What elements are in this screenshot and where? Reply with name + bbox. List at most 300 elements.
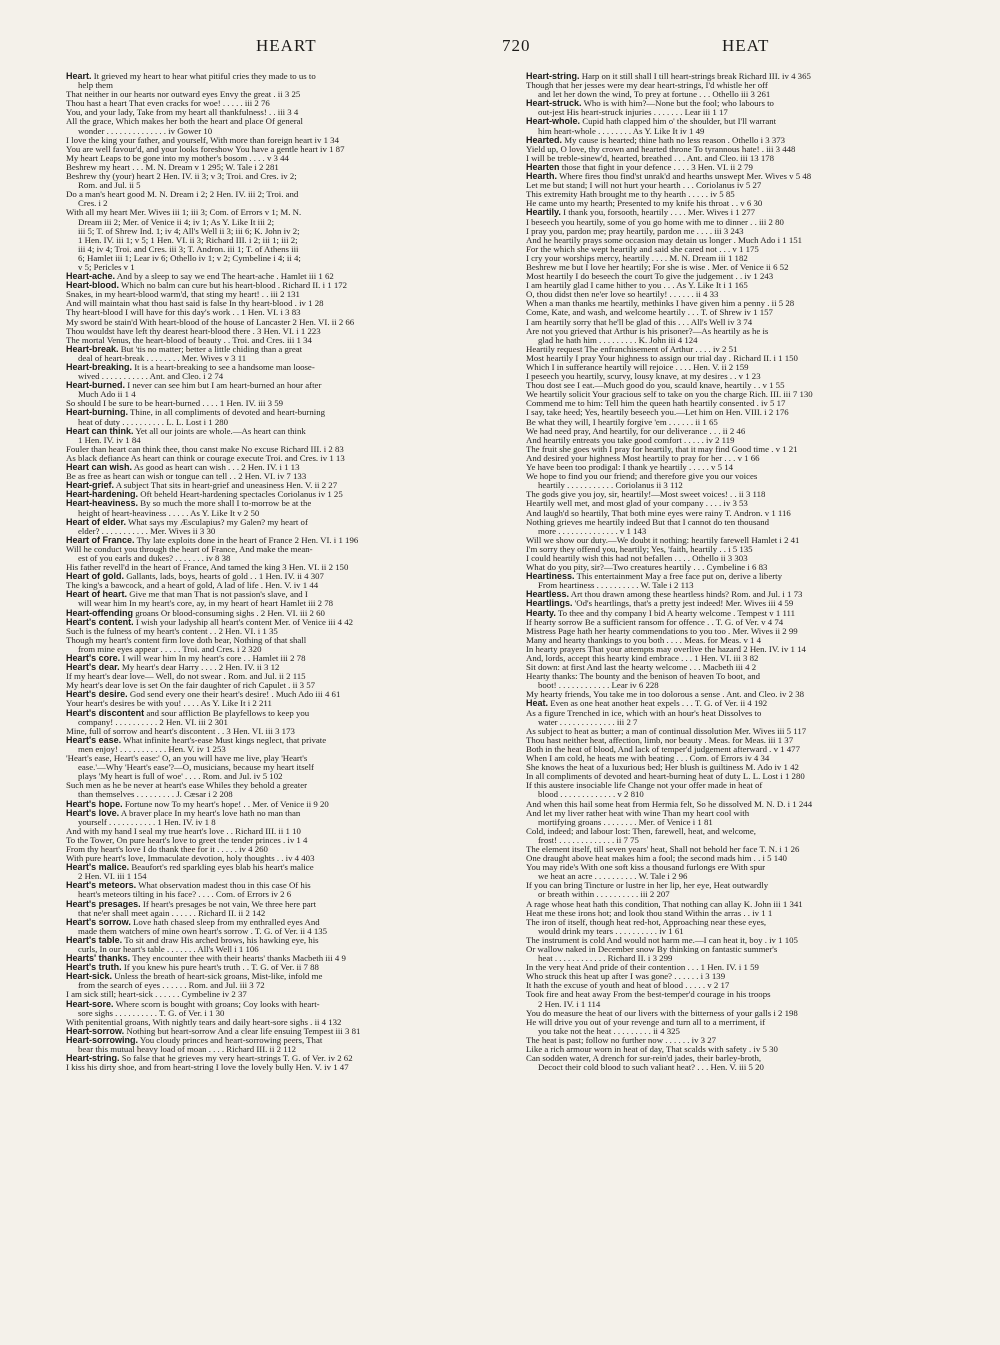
quotation-text: Hearty thanks: The bounty and the benison of heaven To boot, and xyxy=(526,672,761,682)
quotation-text: This entertainment May a free face put on, derive a liberty xyxy=(576,572,782,582)
headword: Heart-offending xyxy=(66,608,133,618)
entry-line xyxy=(526,172,981,181)
quotation-text: Your heart's desires be with you! . . . . As Y. Like It i 2 211 xyxy=(66,699,272,709)
entry-line xyxy=(526,854,981,863)
quotation-text: He came unto my hearth; Presented to my knife his throat . . v 6 30 xyxy=(526,199,763,209)
headword: Heart-struck. xyxy=(526,99,582,109)
entry-line xyxy=(66,236,521,245)
quotation-text: If you knew his pure heart's truth . . T. G. of Ver. ii 7 88 xyxy=(123,963,319,973)
quotation-text: This extremity Hath brought me to thy hearth . . . . . iv 5 85 xyxy=(526,190,735,200)
entry-line xyxy=(66,918,521,927)
entry-line xyxy=(66,754,521,763)
entry-line xyxy=(66,763,521,772)
quotation-text: If this austere insociable life Change not your offer made in heat of xyxy=(526,781,763,791)
entry-line xyxy=(526,554,981,563)
entry-line xyxy=(66,308,521,317)
entry-line xyxy=(66,727,521,736)
quotation-text: Though my heart's content firm love doth bear, Nothing of that shall xyxy=(66,635,307,645)
quotation-text: Be what they will, I heartily forgive 'em . . . . . . ii 1 65 xyxy=(526,417,718,427)
entry-line xyxy=(66,290,521,299)
quotation-text: Both in the heat of blood, And lack of temper'd judgement afterward . v 1 477 xyxy=(526,744,800,754)
entry-line xyxy=(526,399,981,408)
entry-line xyxy=(526,1027,981,1036)
quotation-text: When I am cold, he heats me with beating . . . Com. of Errors iv 4 34 xyxy=(526,754,770,764)
quotation-text: And desired your highness Most heartily to pray for her . . . v 1 66 xyxy=(526,453,760,463)
quotation-text: made them watchers of mine own heart's sorrow . T. G. of Ver. ii 4 135 xyxy=(78,926,328,936)
headword: Heart-sore. xyxy=(66,999,114,1009)
entry-line xyxy=(66,1045,521,1054)
quotation-text: One draught above heat makes him a fool; the second mads him . . i 5 140 xyxy=(526,854,787,864)
entry-line xyxy=(526,254,981,263)
entry-line xyxy=(526,108,981,117)
quotation-text: I beseech you heartily, some of you go home with me to dinner . . iii 2 80 xyxy=(526,217,784,227)
entry-line xyxy=(526,163,981,172)
entry-line xyxy=(526,863,981,872)
quotation-text: I thank you, forsooth, heartily . . . . Mer. Wives i 1 277 xyxy=(563,208,756,218)
entry-line xyxy=(66,609,521,618)
quotation-text: To thee and thy company I bid A hearty welcome . Tempest v 1 111 xyxy=(557,608,796,618)
entry-line xyxy=(526,136,981,145)
quotation-text: In hearty prayers That your attempts may overlive the hazard 2 Hen. IV. iv 1 14 xyxy=(526,644,806,654)
quotation-text: iii 5; T. of Shrew Ind. 1; iv 4; All's Well ii 3; iii 6; K. John iv 2; xyxy=(78,226,300,236)
quotation-text: I never can see him but I am heart-burned an hour after xyxy=(127,381,322,391)
headword: Heat. xyxy=(526,699,549,709)
entry-line xyxy=(526,818,981,827)
quotation-text: I will wear him In my heart's core . . Hamlet iii 2 78 xyxy=(122,654,306,663)
quotation-text: Cres. i 2 xyxy=(78,199,108,209)
entry-line xyxy=(66,345,521,354)
entry-line xyxy=(526,927,981,936)
quotation-text: I kiss his dirty shoe, and from heart-string I love the lovely bully Hen. V. iv 1 47 xyxy=(66,1063,349,1073)
quotation-text: Oft beheld Heart-hardening spectacles Coriolanus iv 1 25 xyxy=(140,490,343,500)
headword: Hearty. xyxy=(526,608,556,618)
headword: Heart's meteors. xyxy=(66,881,137,891)
entry-line xyxy=(66,599,521,608)
quotation-text: To sit and draw His arched brows, his hawking eye, his xyxy=(124,935,319,945)
quotation-text: What infinite heart's-ease Must kings neglect, that private xyxy=(123,735,327,745)
quotation-text: groans Or blood-consuming sighs . 2 Hen. VI. iii 2 60 xyxy=(135,608,325,618)
entry-line xyxy=(66,199,521,208)
quotation-text: Love hath chased sleep from my enthralled eyes And xyxy=(133,917,320,927)
headword: Heart. xyxy=(66,72,92,81)
entry-line xyxy=(526,872,981,881)
entry-line xyxy=(526,536,981,545)
quotation-text: wonder . . . . . . . . . . . . . . iv Gower 10 xyxy=(78,126,213,136)
quotation-text: The heat is past; follow no further now . . . . . . iv 3 27 xyxy=(526,1035,717,1045)
entry-line xyxy=(526,718,981,727)
entry-line xyxy=(66,445,521,454)
entry-line xyxy=(66,81,521,90)
quotation-text: As black defiance As heart can think or courage execute Troi. and Cres. iv 1 13 xyxy=(66,453,345,463)
quotation-text: Heartily request The enfranchisement of Arthur . . . . iv 2 51 xyxy=(526,344,738,354)
entry-line xyxy=(526,781,981,790)
quotation-text: wived . . . . . . . . . . . Ant. and Cleo. i 2 74 xyxy=(78,372,224,382)
entry-line xyxy=(526,1063,981,1072)
entry-line xyxy=(66,663,521,672)
headword: Hearth. xyxy=(526,172,558,182)
quotation-text: Fouler than heart can think thee, thou canst make No excuse Richard III. i 2 83 xyxy=(66,444,344,454)
quotation-text: plays 'My heart is full of woe' . . . . Rom. and Jul. iv 5 102 xyxy=(78,772,283,782)
entry-line xyxy=(526,117,981,126)
headword: Heartiness. xyxy=(526,572,575,582)
quotation-text: I am heartily sorry that he'll be glad of this . . . All's Well iv 3 74 xyxy=(526,317,753,327)
quotation-text: Many and hearty thankings to you both . . . . Meas. for Meas. v 1 4 xyxy=(526,635,762,645)
entry-line xyxy=(66,881,521,890)
quotation-text: He will drive you out of your revenge and turn all to a merriment, if xyxy=(526,1017,766,1027)
quotation-text: My heart Leaps to be gone into my mother's bosom . . . . v 3 44 xyxy=(66,153,289,163)
entry-line xyxy=(66,690,521,699)
entry-line xyxy=(66,254,521,263)
entry-line xyxy=(526,308,981,317)
quotation-text: Such men as he be never at heart's ease Whiles they behold a greater xyxy=(66,781,308,791)
quotation-text: As a figure Trenched in ice, which with an hour's heat Dissolves to xyxy=(526,708,762,718)
entry-line xyxy=(66,490,521,499)
entry-line xyxy=(66,408,521,417)
quotation-text: And heartily entreats you take good comfort . . . . . iv 2 119 xyxy=(526,435,735,445)
entry-line xyxy=(66,627,521,636)
entry-line xyxy=(66,527,521,536)
entry-line xyxy=(526,327,981,336)
entry-line xyxy=(66,372,521,381)
entry-line xyxy=(526,245,981,254)
quotation-text: Thou hast neither heat, affection, limb, nor beauty . Meas. for Meas. iii 1 37 xyxy=(526,735,794,745)
entry-line xyxy=(66,318,521,327)
entry-line xyxy=(66,900,521,909)
headword: Heart-ache. xyxy=(66,272,116,282)
quotation-text: 2 Hen. VI. iii 1 154 xyxy=(78,872,147,882)
headword: Hearten xyxy=(526,162,560,172)
entry-line xyxy=(526,281,981,290)
entry-line xyxy=(526,654,981,663)
quotation-text: bear this mutual heavy load of moan . . . . Richard III. ii 2 112 xyxy=(78,1045,297,1055)
quotation-text: 6; Hamlet iii 1; Lear iv 6; Othello iv 1; v 2; Cymbeline i 4; ii 4; xyxy=(78,253,301,263)
entry-line xyxy=(526,145,981,154)
entry-line xyxy=(526,590,981,599)
headword: Hearts' thanks. xyxy=(66,954,131,964)
entry-line xyxy=(526,736,981,745)
entry-line xyxy=(526,336,981,345)
quotation-text: from mine eyes appear . . . . . Troi. and Cres. i 2 320 xyxy=(78,644,262,654)
quotation-text: from the search of eyes . . . . . . Rom. and Jul. iii 3 72 xyxy=(78,981,265,991)
quotation-text: The gods give you joy, sir, heartily!—Most sweet voices! . . ii 3 118 xyxy=(526,490,766,500)
quotation-text: We had need pray, And heartily, for our deliverance . . . ii 2 46 xyxy=(526,426,746,436)
quotation-text: You, and your lady, Take from my heart all thankfulness! . . iii 3 4 xyxy=(66,108,299,118)
entry-line xyxy=(66,272,521,281)
quotation-text: Ye have been too prodigal: I thank ye heartily . . . . . v 5 14 xyxy=(526,463,734,473)
entry-line xyxy=(526,518,981,527)
entry-line xyxy=(526,609,981,618)
quotation-text: My heart's dear Harry . . . . 2 Hen. IV. ii 3 12 xyxy=(121,663,280,673)
entry-line xyxy=(526,1000,981,1009)
entry-line xyxy=(66,581,521,590)
quotation-text: We heartily solicit Your gracious self to take on you the charge Rich. III. iii 7 130 xyxy=(526,390,813,400)
entry-line xyxy=(66,390,521,399)
quotation-text: What observation madest thou in this case Of his xyxy=(138,881,311,891)
entry-line xyxy=(526,454,981,463)
quotation-text: him heart-whole . . . . . . . . As Y. Like It iv 1 49 xyxy=(538,126,705,136)
quotation-text: 1 Hen. IV. iv 1 84 xyxy=(78,435,141,445)
entry-line xyxy=(526,699,981,708)
entry-line xyxy=(66,163,521,172)
entry-line xyxy=(526,963,981,972)
quotation-text: Took fire and heat away From the best-temper'd courage in his troops xyxy=(526,990,771,1000)
quotation-text: 'Od's heartlings, that's a pretty jest indeed! Mer. Wives iii 4 59 xyxy=(574,599,794,609)
entry-line xyxy=(526,945,981,954)
entry-line xyxy=(66,518,521,527)
headword: Heart's sorrow. xyxy=(66,917,131,927)
entry-line xyxy=(526,545,981,554)
entry-line xyxy=(526,581,981,590)
entry-line xyxy=(526,381,981,390)
entry-line xyxy=(526,272,981,281)
entry-line xyxy=(66,99,521,108)
left-column xyxy=(66,72,521,1072)
entry-line xyxy=(66,154,521,163)
quotation-text: A braver place In my heart's love hath no man than xyxy=(120,808,301,818)
quotation-text: Heartily well met, and most glad of your company . . . . iv 3 53 xyxy=(526,499,748,509)
headword: Heart-breaking. xyxy=(66,363,133,372)
entry-line xyxy=(526,427,981,436)
quotation-text: And he heartily prays some occasion may detain us longer . Much Ado i 1 151 xyxy=(526,235,803,245)
headword: Heart-blood. xyxy=(66,281,119,291)
headword: Heart-heaviness. xyxy=(66,499,139,509)
quotation-text: water . . . . . . . . . . . . . iii 2 7 xyxy=(538,717,638,727)
entry-line xyxy=(526,918,981,927)
right-column xyxy=(526,72,981,1072)
entry-line xyxy=(526,81,981,90)
quotation-text: You cloudy princes and heart-sorrowing peers, That xyxy=(139,1035,323,1045)
quotation-text: God send every one their heart's desire! . Much Ado iii 4 61 xyxy=(129,690,341,700)
quotation-text: Most heartily I do beseech the court To give the judgement . . iv 1 243 xyxy=(526,272,774,282)
entry-line xyxy=(526,800,981,809)
quotation-text: Let me but stand; I will not hurt your hearth . . . Coriolanus iv 5 27 xyxy=(526,181,762,191)
quotation-text: My sword be stain'd With heart-blood of the house of Lancaster 2 Hen. VI. ii 2 66 xyxy=(66,317,355,327)
entry-line xyxy=(66,218,521,227)
headword: Heart of elder. xyxy=(66,517,127,527)
entry-line xyxy=(66,954,521,963)
quotation-text: out-jest His heart-struck injuries . . . . . . . Lear iii 1 17 xyxy=(538,108,728,118)
quotation-text: From heartiness . . . . . . . . . . W. Tale i 2 113 xyxy=(538,581,694,591)
quotation-text: deal of heart-break . . . . . . . . Mer. Wives v 3 11 xyxy=(78,353,247,363)
entry-line xyxy=(66,509,521,518)
quotation-text: 2 Hen. IV. i 1 114 xyxy=(538,999,601,1009)
headword: Heart of France. xyxy=(66,535,135,545)
headword: Heart's desire. xyxy=(66,690,128,700)
entry-line xyxy=(66,800,521,809)
entry-line xyxy=(526,836,981,845)
quotation-text: more . . . . . . . . . . . . . . v 1 143 xyxy=(538,526,647,536)
entry-line xyxy=(66,672,521,681)
quotation-text: Commend me to him: Tell him the queen hath heartily consented . iv 5 17 xyxy=(526,399,786,409)
headword: Heart of gold. xyxy=(66,572,124,582)
entry-line xyxy=(526,190,981,199)
headword: Heart-sick. xyxy=(66,972,113,982)
quotation-text: When a man thanks me heartily, methinks I have given him a penny . ii 5 28 xyxy=(526,299,795,309)
entry-line xyxy=(526,354,981,363)
entry-line xyxy=(66,327,521,336)
entry-line xyxy=(526,72,981,81)
entry-line xyxy=(66,909,521,918)
quotation-text: est of you earls and dukes? . . . . . . . iv 8 38 xyxy=(78,553,231,563)
quotation-text: you take not the heat . . . . . . . . . ii 4 325 xyxy=(538,1026,680,1036)
quotation-text: blood . . . . . . . . . . . . . v 2 810 xyxy=(538,790,644,800)
quotation-text: Do a man's heart good M. N. Dream i 2; 2 Hen. IV. iii 2; Troi. and xyxy=(66,190,299,200)
quotation-text: those that fight in your defence . . . . 3 Hen. VI. ii 2 79 xyxy=(561,162,753,172)
quotation-text: Beshrew me but I love her heartily; For she is wise . Mer. of Venice ii 6 52 xyxy=(526,262,789,272)
headword: Heart's presages. xyxy=(66,899,141,909)
quotation-text: I peseech you heartily, scurvy, lousy knave, at my desires . . v 1 23 xyxy=(526,372,761,382)
entry-line xyxy=(66,872,521,881)
entry-line xyxy=(66,436,521,445)
quotation-text: Beaufort's red sparkling eyes blab his heart's malice xyxy=(131,863,314,873)
entry-line xyxy=(526,218,981,227)
entry-line xyxy=(526,154,981,163)
quotation-text: What do you pity, sir?—Two creatures heartily . . . Cymbeline i 6 83 xyxy=(526,563,768,573)
quotation-text: Are not you grieved that Arthur is his prisoner?—As heartily as he is xyxy=(526,326,769,336)
entry-line xyxy=(66,127,521,136)
entry-line xyxy=(526,1009,981,1018)
entry-line xyxy=(526,681,981,690)
quotation-text: Which I in sufferance heartily will rejoice . . . . Hen. V. ii 2 159 xyxy=(526,363,749,372)
entry-line xyxy=(526,790,981,799)
entry-line xyxy=(526,745,981,754)
entry-line xyxy=(66,809,521,818)
quotation-text: In all compliments of devoted and heart-burning heat of duty L. L. Lost i 1 280 xyxy=(526,772,805,782)
entry-line xyxy=(66,890,521,899)
headword: Heartless. xyxy=(526,590,570,600)
headword: Heart-hardening. xyxy=(66,490,139,500)
entry-line xyxy=(66,427,521,436)
entry-line xyxy=(526,563,981,572)
running-head-right: HEAT xyxy=(722,36,770,55)
headword: Heart's table. xyxy=(66,935,123,945)
entry-line xyxy=(526,527,981,536)
entry-line xyxy=(66,454,521,463)
entry-line xyxy=(526,372,981,381)
headword: Heart's love. xyxy=(66,808,120,818)
quotation-text: She knows the heat of a luxurious bed; Her blush is guiltiness M. Ado iv 1 42 xyxy=(526,763,799,773)
entry-line xyxy=(66,336,521,345)
quotation-text: Rom. and Jul. ii 5 xyxy=(78,181,141,191)
quotation-text: His father revell'd in the heart of France, And tamed the king 3 Hen. VI. ii 2 150 xyxy=(66,563,349,573)
headword: Heart can wish. xyxy=(66,463,133,473)
quotation-text: I say, take heed; Yes, heartily beseech you.—Let him on Hen. VIII. i 2 176 xyxy=(526,408,789,418)
entry-line xyxy=(66,827,521,836)
entry-line xyxy=(526,1036,981,1045)
quotation-text: I will be treble-sinew'd, hearted, breathed . . . Ant. and Cleo. iii 13 178 xyxy=(526,153,775,163)
quotation-text: heat of duty . . . . . . . . . . L. L. Lost i 1 280 xyxy=(78,417,229,427)
entry-line xyxy=(66,818,521,827)
quotation-text: In the very heat And pride of their contention . . . 1 Hen. IV. i 1 59 xyxy=(526,963,759,973)
quotation-text: boot! . . . . . . . . . . . . Lear iv 6 228 xyxy=(538,681,659,691)
quotation-text: Unless the breath of heart-sick groans, Mist-like, infold me xyxy=(114,972,323,982)
entry-line xyxy=(66,745,521,754)
entry-line xyxy=(526,208,981,217)
quotation-text: The mortal Venus, the heart-blood of beauty . . Troi. and Cres. iii 1 34 xyxy=(66,335,312,345)
headword: Heartlings. xyxy=(526,599,573,609)
entry-line xyxy=(526,890,981,899)
quotation-text: would drink my tears . . . . . . . . . . iv 1 61 xyxy=(538,926,684,936)
entry-line xyxy=(526,727,981,736)
quotation-text: I am heartily glad I came hither to you . . . As Y. Like It i 1 165 xyxy=(526,281,748,291)
entry-line xyxy=(66,554,521,563)
quotation-text: Give me that man That is not passion's slave, and I xyxy=(129,590,308,600)
quotation-text: that ne'er shall meet again . . . . . . Richard II. ii 2 142 xyxy=(78,908,266,918)
headword: Heart-whole. xyxy=(526,117,581,127)
headword: Heart-string. xyxy=(66,1054,120,1064)
quotation-text: Thou dost see I eat.—Much good do you, scauld knave, heartily . . v 1 55 xyxy=(526,381,785,391)
quotation-text: I wish your ladyship all heart's content Mer. of Venice iii 4 42 xyxy=(135,617,354,627)
entry-line xyxy=(66,245,521,254)
quotation-text: Cold, indeed; and labour lost: Then, farewell, heat, and welcome, xyxy=(526,826,756,836)
quotation-text: we heat an acre . . . . . . . . . . W. Tale i 2 96 xyxy=(538,872,688,882)
entry-line xyxy=(66,472,521,481)
entry-line xyxy=(66,1027,521,1036)
quotation-text: I pray you, pardon me; pray heartily, pardon me . . . . iii 3 243 xyxy=(526,226,744,236)
quotation-text: And with my hand I seal my true heart's love . . Richard III. ii 1 10 xyxy=(66,826,301,836)
quotation-text: A rage whose heat hath this condition, That nothing can allay K. John iii 1 341 xyxy=(526,899,803,909)
entry-line xyxy=(66,108,521,117)
quotation-text: The fruit she goes with I pray for heartily, that it may find Good time . v 1 21 xyxy=(526,444,798,454)
entry-line xyxy=(66,72,521,81)
entry-line xyxy=(526,990,981,999)
quotation-text: With pure heart's love, Immaculate devotion, holy thoughts . . iv 4 403 xyxy=(66,854,315,864)
quotation-text: For the which she wept heartily and said she cared not . . . v 1 175 xyxy=(526,244,759,254)
entry-line xyxy=(526,618,981,627)
entry-line xyxy=(526,981,981,990)
entry-line xyxy=(526,345,981,354)
quotation-text: height of heart-heaviness . . . . . As Y. Like It v 2 50 xyxy=(78,508,260,518)
entry-line xyxy=(66,654,521,663)
quotation-text: It grieved my heart to hear what pitiful cries they made to us to xyxy=(93,72,316,81)
quotation-text: By so much the more shall I to-morrow be at the xyxy=(140,499,312,509)
entry-line xyxy=(66,963,521,972)
headword: Heart-burned. xyxy=(66,381,126,391)
quotation-text: If heart's presages be not vain, We three here part xyxy=(142,899,317,909)
entry-line xyxy=(66,618,521,627)
entry-line xyxy=(526,299,981,308)
headword: Heart's core. xyxy=(66,654,121,663)
quotation-text: Come, Kate, and wash, and welcome heartily . . . T. of Shrew iv 1 157 xyxy=(526,308,773,318)
quotation-text: 1 Hen. IV. iii 1; v 5; 1 Hen. VI. ii 3; Richard III. i 2; iii 1; iii 2; xyxy=(78,235,298,245)
entry-line xyxy=(66,208,521,217)
quotation-text: They encounter thee with their hearts' thanks Macbeth iii 4 9 xyxy=(132,954,346,964)
entry-line xyxy=(526,690,981,699)
entry-line xyxy=(526,772,981,781)
quotation-text: As subject to heat as butter; a man of continual dissolution Mer. Wives iii 5 117 xyxy=(526,726,807,736)
quotation-text: than themselves . . . . . . . . . J. Cæsar i 2 208 xyxy=(78,790,233,800)
quotation-text: sore sighs . . . . . . . . . . T. G. of Ver. i 1 30 xyxy=(78,1008,225,1018)
headword: Heart's malice. xyxy=(66,863,130,873)
entry-line xyxy=(66,563,521,572)
quotation-text: 'Heart's ease, Heart's ease:' O, an you will have me live, play 'Heart's xyxy=(66,754,308,764)
quotation-text: Thine, in all compliments of devoted and heart-burning xyxy=(130,408,325,418)
headword: Heart-sorrowing. xyxy=(66,1035,139,1045)
entry-line xyxy=(526,418,981,427)
entry-line xyxy=(66,354,521,363)
entry-line xyxy=(66,1063,521,1072)
entry-line xyxy=(66,972,521,981)
headword: Heart's content. xyxy=(66,617,134,627)
quotation-text: The instrument is cold And would not harm me.—I can heat it, boy . iv 1 105 xyxy=(526,935,798,945)
quotation-text: Which no balm can cure but his heart-blood . Richard II. i 1 172 xyxy=(121,281,348,291)
quotation-text: I love the king your father, and yourself, With more than foreign heart iv 1 34 xyxy=(66,135,339,145)
entry-line xyxy=(66,790,521,799)
quotation-text: Mine, full of sorrow and heart's discontent . . 3 Hen. VI. iii 3 173 xyxy=(66,726,295,736)
entry-line xyxy=(526,1018,981,1027)
quotation-text: heart's meteors tilting in his face? . . . . Com. of Errors iv 2 6 xyxy=(78,890,292,900)
entry-line xyxy=(66,836,521,845)
